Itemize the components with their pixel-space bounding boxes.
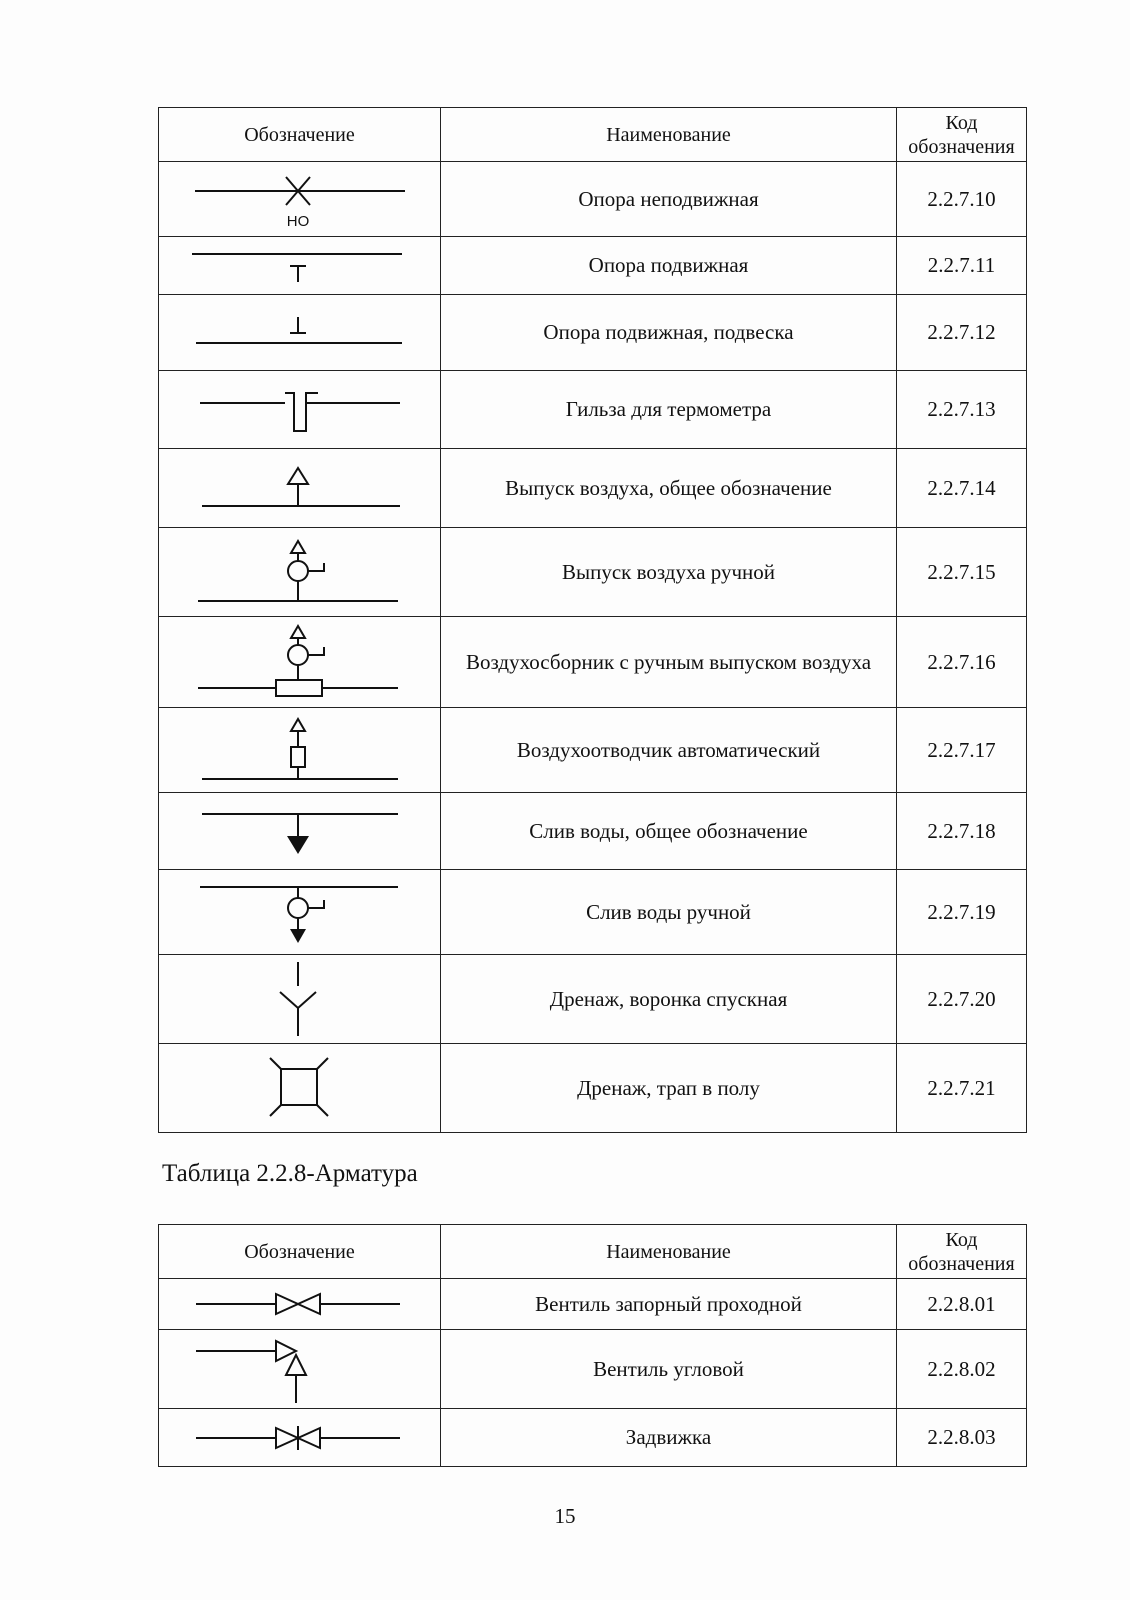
row-name: Дренаж, воронка спускная <box>441 955 897 1044</box>
hanger-support-icon <box>160 297 440 369</box>
row-name: Вентиль запорный проходной <box>441 1279 897 1330</box>
fixed-support-icon <box>160 163 440 235</box>
header-code-line2: обозначения <box>908 1252 1015 1275</box>
row-code: 2.2.7.11 <box>897 237 1027 295</box>
header-name: Наименование <box>441 1225 897 1279</box>
row-name: Вентиль угловой <box>441 1330 897 1409</box>
table-row <box>159 1330 1027 1409</box>
row-code: 2.2.8.03 <box>897 1409 1027 1467</box>
row-name: Опора подвижная, подвеска <box>441 295 897 371</box>
table-row <box>159 371 1027 449</box>
table-caption: Таблица 2.2.8-Арматура <box>162 1160 418 1187</box>
row-code: 2.2.8.01 <box>897 1279 1027 1330</box>
row-code: 2.2.7.21 <box>897 1044 1027 1133</box>
angle-valve-icon <box>160 1331 440 1407</box>
table-header-row <box>159 108 1027 162</box>
row-name: Дренаж, трап в полу <box>441 1044 897 1133</box>
header-code-line1: Код <box>945 111 978 134</box>
table-row <box>159 955 1027 1044</box>
table-row <box>159 162 1027 237</box>
table-row <box>159 1409 1027 1467</box>
air-collector-icon <box>160 618 440 706</box>
floor-trap-icon <box>160 1045 440 1131</box>
row-code: 2.2.8.02 <box>897 1330 1027 1409</box>
header-code-line1: Код <box>945 1228 978 1251</box>
row-name: Слив воды, общее обозначение <box>441 793 897 870</box>
symbol-cell <box>159 1330 441 1409</box>
symbols-table-supports <box>158 107 1027 1133</box>
row-name: Слив воды ручной <box>441 870 897 955</box>
globe-valve-icon <box>160 1280 440 1328</box>
row-code: 2.2.7.10 <box>897 162 1027 237</box>
header-code-line2: обозначения <box>908 135 1015 158</box>
table-header-row <box>159 1225 1027 1279</box>
table-row <box>159 1044 1027 1133</box>
page-number: 15 <box>554 1504 576 1528</box>
symbol-cell <box>159 371 441 449</box>
symbol-cell <box>159 295 441 371</box>
row-code: 2.2.7.13 <box>897 371 1027 449</box>
row-code: 2.2.7.17 <box>897 708 1027 793</box>
row-name: Опора подвижная <box>441 237 897 295</box>
movable-support-icon <box>160 238 440 294</box>
row-code: 2.2.7.15 <box>897 528 1027 617</box>
symbol-cell <box>159 1279 441 1330</box>
table-row <box>159 617 1027 708</box>
air-release-icon <box>160 450 440 526</box>
table-row <box>159 237 1027 295</box>
row-code: 2.2.7.20 <box>897 955 1027 1044</box>
row-name: Задвижка <box>441 1409 897 1467</box>
manual-air-release-icon <box>160 529 440 615</box>
gate-valve-icon <box>160 1410 440 1466</box>
row-name: Воздухоотводчик автоматический <box>441 708 897 793</box>
symbol-cell <box>159 793 441 870</box>
fixed-support-label: НО <box>286 213 309 230</box>
row-code: 2.2.7.19 <box>897 870 1027 955</box>
symbols-table-valves <box>158 1224 1027 1467</box>
table-row <box>159 708 1027 793</box>
symbol-cell <box>159 449 441 528</box>
symbol-cell <box>159 955 441 1044</box>
drain-funnel-icon <box>160 956 440 1042</box>
symbol-cell <box>159 237 441 295</box>
table-row <box>159 449 1027 528</box>
row-code: 2.2.7.18 <box>897 793 1027 870</box>
header-name: Наименование <box>441 108 897 162</box>
symbol-cell <box>159 708 441 793</box>
header-symbol: Обозначение <box>159 1225 441 1279</box>
header-symbol: Обозначение <box>159 108 441 162</box>
thermometer-sleeve-icon <box>160 373 440 447</box>
row-name: Гильза для термометра <box>441 371 897 449</box>
table-row <box>159 295 1027 371</box>
table-row <box>159 870 1027 955</box>
symbol-cell <box>159 1409 441 1467</box>
table-row <box>159 793 1027 870</box>
row-code: 2.2.7.14 <box>897 449 1027 528</box>
row-name: Выпуск воздуха, общее обозначение <box>441 449 897 528</box>
row-name: Воздухосборник с ручным выпуском воздуха <box>441 617 897 708</box>
row-name: Выпуск воздуха ручной <box>441 528 897 617</box>
manual-water-drain-icon <box>160 871 440 953</box>
row-name: Опора неподвижная <box>441 162 897 237</box>
water-drain-icon <box>160 794 440 868</box>
table-row <box>159 528 1027 617</box>
symbol-cell <box>159 162 441 237</box>
auto-air-vent-icon <box>160 709 440 791</box>
header-code <box>897 1225 1027 1279</box>
header-code <box>897 108 1027 162</box>
table-row <box>159 1279 1027 1330</box>
symbol-cell <box>159 1044 441 1133</box>
symbol-cell <box>159 870 441 955</box>
symbol-cell <box>159 528 441 617</box>
row-code: 2.2.7.16 <box>897 617 1027 708</box>
row-code: 2.2.7.12 <box>897 295 1027 371</box>
symbol-cell <box>159 617 441 708</box>
